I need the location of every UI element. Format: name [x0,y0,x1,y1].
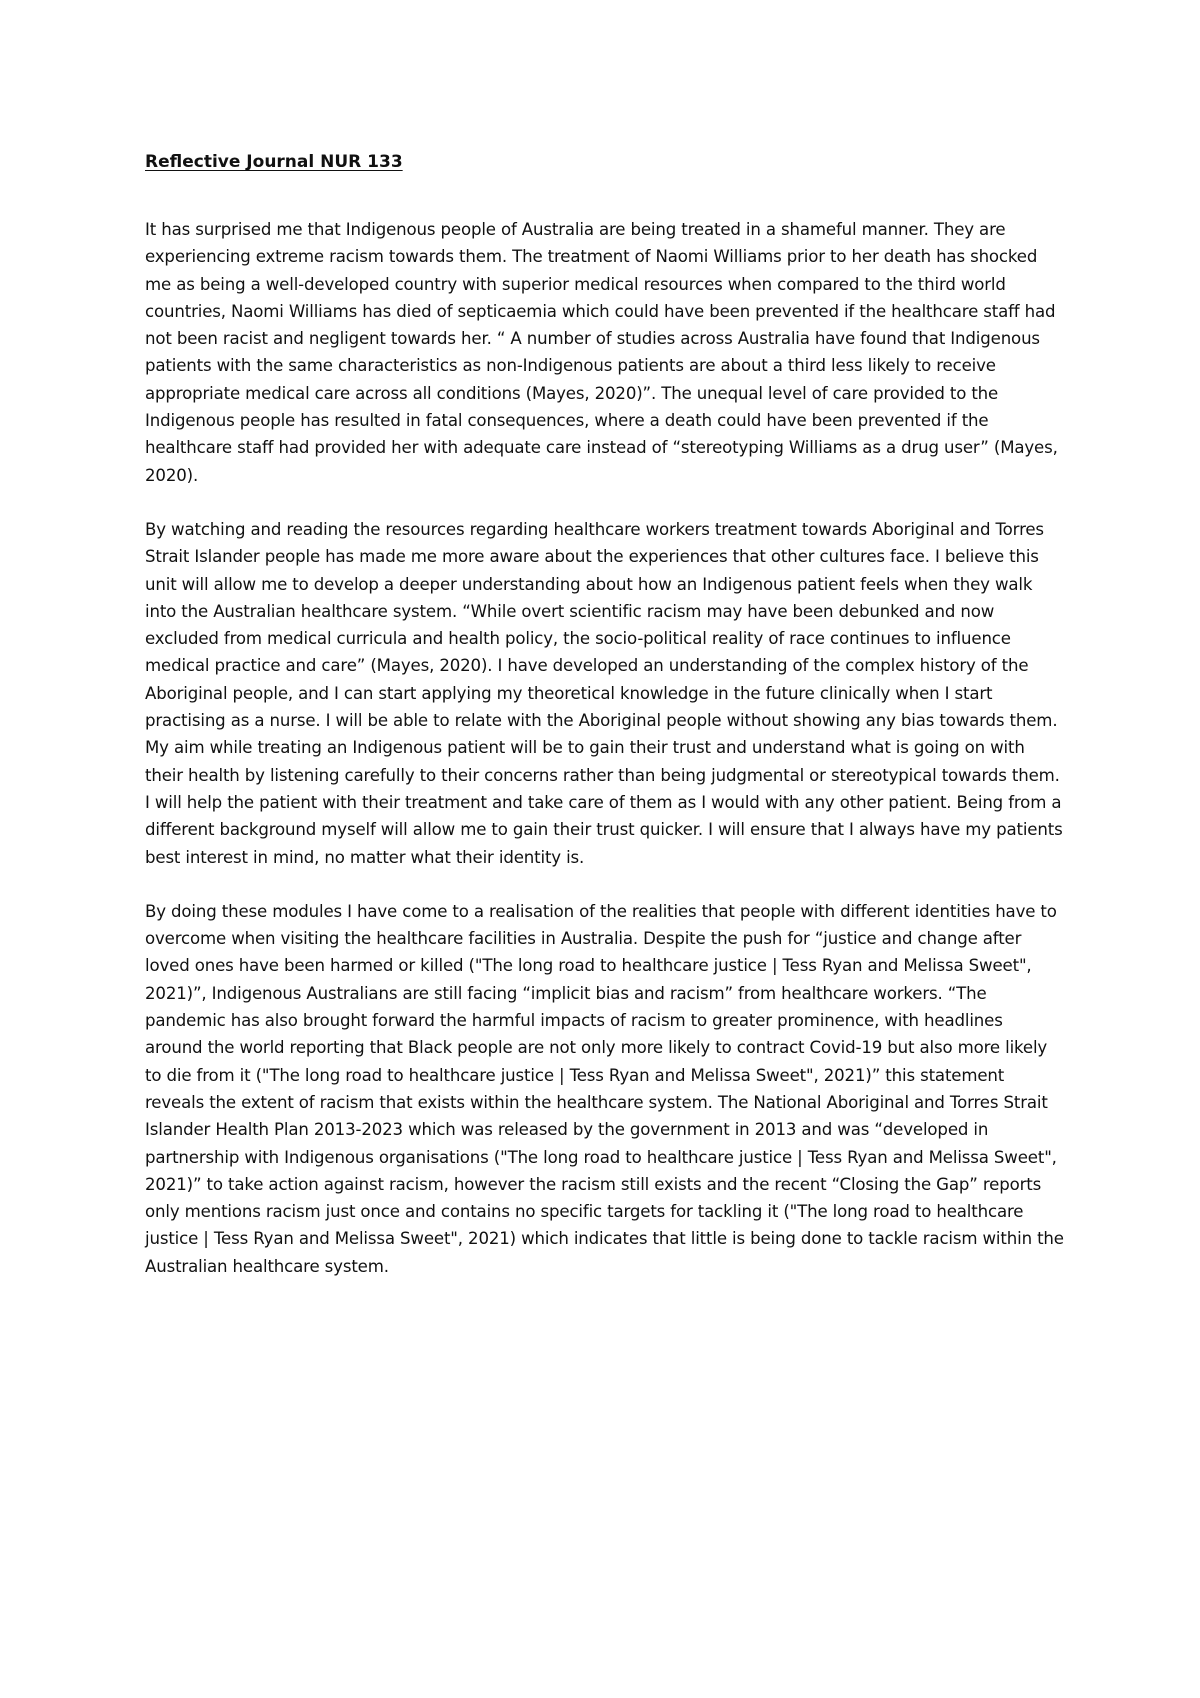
paragraph-2: By watching and reading the resources regarding healthcare workers treatment towards Aboriginal and Torres Strait Islander people has made me more aware about the experiences that other cultures face. I believe this unit will allow me to develop a deeper understanding about how an Indigenous patient feels when they walk into the Australian healthcare system. “While overt scientific racism may have been debunked and now excluded from medical curricula and health policy, the socio-political reality of race continues to influence medical practice and care” (Mayes, 2020). I have developed an understanding of the complex history of the Aboriginal people, and I can start applying my theoretical knowledge in the future clinically when I start practising as a nurse. I will be able to relate with the Aboriginal people without showing any bias towards them. My aim while treating an Indigenous patient will be to gain their trust and understand what is going on with their health by listening carefully to their concerns rather than being judgmental or stereotypical towards them. I will help the patient with their treatment and take care of them as I would with any other patient. Being from a different background myself will allow me to gain their trust quicker. I will ensure that I always have my patients best interest in mind, no matter what their identity is. [145,519,1063,867]
paragraph-3: By doing these modules I have come to a realisation of the realities that people with different identities have to overcome when visiting the healthcare facilities in Australia. Despite the push for “justice and change after loved ones have been harmed or killed ("The long road to healthcare justice | Tess Ryan and Melissa Sweet", 2021)”, Indigenous Australians are still facing “implicit bias and racism” from healthcare workers. “The pandemic has also brought forward the harmful impacts of racism to greater prominence, with headlines around the world reporting that Black people are not only more likely to contract Covid-19 but also more likely to die from it ("The long road to healthcare justice | Tess Ryan and Melissa Sweet", 2021)” this statement reveals the extent of racism that exists within the healthcare system. The National Aboriginal and Torres Strait Islander Health Plan 2013-2023 which was released by the government in 2013 and was “developed in partnership with Indigenous organisations ("The long road to healthcare justice | Tess Ryan and Melissa Sweet", 2021)” to take action against racism, however the racism still exists and the recent “Closing the Gap” reports only mentions racism just once and contains no specific targets for tackling it ("The long road to healthcare justice | Tess Ryan and Melissa Sweet", 2021) which indicates that little is being done to tackle racism within the Australian healthcare system. [145,901,1064,1276]
document-title: Reflective Journal NUR 133 [145,152,403,172]
paragraph-1: It has surprised me that Indigenous people of Australia are being treated in a shameful manner. They are experiencing extreme racism towards them. The treatment of Naomi Williams prior to her death has shocked me as being a well-developed country with superior medical resources when compared to the third world countries, Naomi Williams has died of septicaemia which could have been prevented if the healthcare staff had not been racist and negligent towards her. “ A number of studies across Australia have found that Indigenous patients with the same characteristics as non-Indigenous patients are about a third less likely to receive appropriate medical care across all conditions (Mayes, 2020)”. The unequal level of care provided to the Indigenous people has resulted in fatal consequences, where a death could have been prevented if the healthcare staff had provided her with adequate care instead of “stereotyping Williams as a drug user” (Mayes, 2020). [145,220,1058,485]
document-body [145,150,1065,1307]
